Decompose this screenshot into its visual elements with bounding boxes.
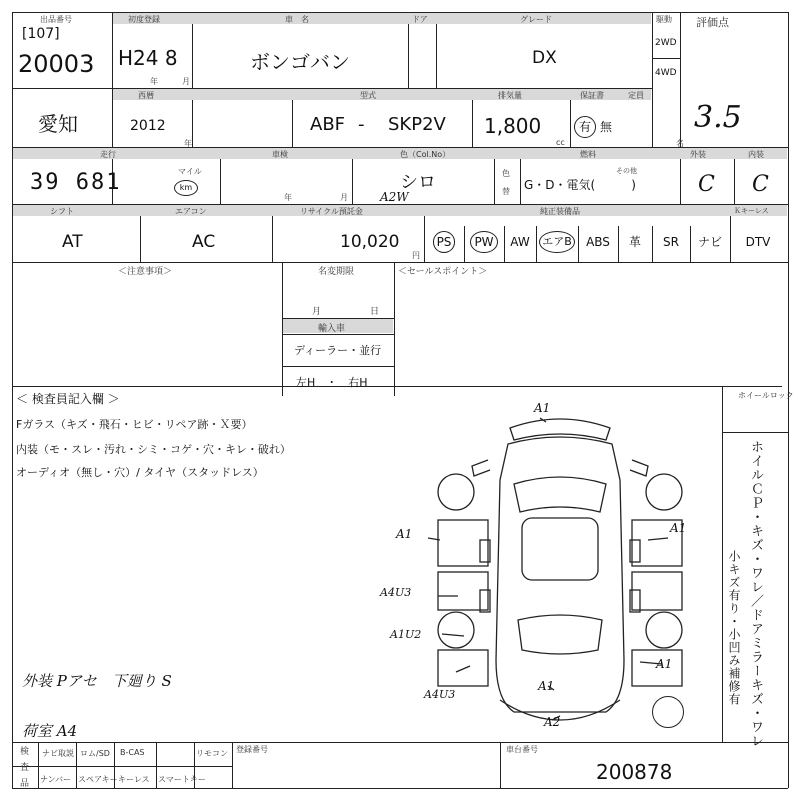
mileage-value: 39 681 — [30, 170, 122, 195]
recycle-fee: 10,020 — [340, 232, 400, 252]
drive-2wd: 2WD — [655, 38, 677, 48]
import-steering: 左H ・ 右H — [296, 376, 368, 389]
inspection-line-2: 内装（モ・スレ・汚れ・シミ・コゲ・穴・キレ・破れ） — [16, 443, 291, 456]
cat-c: 品 — [20, 779, 30, 789]
label-doors: ドア — [412, 15, 428, 24]
name-change-month: 月 — [312, 307, 322, 317]
inspection-line-3: オーディオ（無し・穴）/ タイヤ（スタッドレス） — [16, 466, 264, 479]
label-import: 輸入車 — [318, 324, 346, 334]
cat-a: 検 — [20, 747, 30, 757]
label-displacement: 排気量 — [498, 91, 522, 100]
handwritten-note-2: 荷室 A4 — [22, 722, 78, 740]
equip-airbag: エアB — [536, 230, 578, 254]
label-notes: ＜注意事項＞ — [118, 267, 173, 277]
label-recycle: リサイクル預託金 — [300, 207, 363, 216]
color-code: A2W — [380, 190, 409, 204]
equip-abs: ABS — [586, 235, 610, 249]
fuel-other: その他 — [616, 167, 637, 175]
lot-number: 20003 — [18, 50, 95, 78]
label-inspector: ＜ 検査員記入欄 ＞ — [16, 392, 120, 406]
aircon-value: AC — [192, 232, 216, 252]
label-mileage: 走行 — [100, 150, 116, 159]
color-value: シロ — [400, 172, 436, 193]
mark-right-front: A1 — [670, 521, 687, 535]
bottom-plate: ナンバー — [40, 775, 72, 784]
label-aircon: エアコン — [175, 207, 207, 216]
mark-front: A1 — [534, 401, 551, 415]
exterior-grade: C — [698, 172, 715, 197]
punch-hole — [652, 696, 684, 728]
label-drive: 駆動 — [656, 15, 672, 24]
label-car-name: 車 名 — [285, 15, 309, 24]
name-change-day: 日 — [370, 307, 380, 317]
bottom-rom-sd: ロム/SD — [80, 749, 110, 758]
car-diagram — [380, 400, 710, 740]
right-remarks-2: 小キズ有り・小凹み補修有 — [727, 550, 741, 706]
label-first-reg: 初度登録 — [128, 15, 160, 24]
mark-rear-bumper: A2 — [544, 715, 561, 729]
label-keyless: Ｋキーレス — [734, 207, 769, 215]
equip-aw: AW — [510, 235, 530, 249]
year-suffix-2: 年 — [184, 139, 192, 148]
model-prefix: ABF — [310, 114, 346, 135]
label-shift: シフト — [50, 207, 74, 216]
fuel-options: G・D・電気( ) — [524, 178, 636, 192]
shift-value: AT — [62, 232, 83, 252]
handwritten-note-1: 外装 Pアセ 下廻り S — [22, 672, 172, 690]
mark-right-rear: A1 — [656, 657, 673, 671]
chassis-number: 200878 — [596, 760, 673, 784]
model-code: SKP2V — [388, 114, 446, 135]
label-interior: 内装 — [748, 150, 764, 159]
month-suffix: 月 — [182, 77, 190, 86]
label-equipment: 純正装備品 — [540, 207, 580, 216]
lot-prefix: [107] — [22, 26, 60, 42]
yen-suffix: 円 — [412, 251, 420, 260]
label-reg-no: 登録番号 — [236, 745, 268, 754]
person-suffix: 名 — [676, 139, 684, 148]
equip-ps: PS — [428, 230, 460, 254]
inspection-line-1: Fガラス（キズ・飛石・ヒビ・リペア跡・Ｘ要） — [16, 418, 253, 431]
label-color: 色（Col.No） — [400, 150, 451, 159]
interior-grade: C — [752, 172, 769, 197]
label-model: 型式 — [360, 91, 376, 100]
label-inspection: 車検 — [272, 150, 288, 159]
bottom-keyless: キーレス — [118, 775, 150, 784]
label-exterior: 外装 — [690, 150, 706, 159]
bottom-bcas: B-CAS — [120, 748, 145, 757]
equip-pw: PW — [466, 230, 502, 254]
label-chassis-no: 車台番号 — [506, 745, 538, 754]
label-name-change: 名変期限 — [318, 267, 355, 277]
year-suffix: 年 — [150, 77, 158, 86]
label-capacity: 定員 — [628, 91, 644, 100]
color-change-b: 替 — [502, 187, 510, 196]
car-name: ボンゴバン — [250, 50, 350, 74]
warranty-yes: 有 — [574, 116, 596, 138]
bottom-smart-key: スマートキー — [158, 775, 206, 784]
model-year: 2012 — [130, 118, 166, 134]
mark-left-mid: A4U3 — [380, 586, 412, 599]
label-fuel: 燃料 — [580, 150, 596, 159]
bottom-spare-key: スペアキー — [78, 775, 118, 784]
score-value: 3.5 — [694, 100, 742, 135]
region: 愛知 — [38, 112, 78, 136]
equip-leather: 革 — [628, 235, 641, 249]
cat-b: 査 — [20, 763, 30, 773]
label-wheel-lock: ホイールロック — [738, 391, 794, 400]
equip-sr: SR — [663, 235, 679, 249]
equip-dtv: DTV — [745, 235, 771, 249]
right-remarks-1: ホイルＣＰ・キズ・ワレ／ドアミラーキズ・ワレ — [748, 440, 763, 748]
mark-left-bottom: A4U3 — [424, 688, 456, 701]
color-change-a: 色 — [502, 169, 510, 178]
label-model-year: 西暦 — [138, 91, 154, 100]
bottom-navi-manual: ナビ取説 — [42, 749, 74, 758]
label-warranty: 保証書 — [580, 91, 604, 100]
cc-suffix: cc — [556, 138, 565, 147]
import-dealer: ディーラー・並行 — [294, 344, 382, 357]
mark-left-front: A1 — [396, 527, 413, 541]
drive-4wd: 4WD — [655, 68, 677, 78]
km-unit: km — [174, 180, 198, 196]
label-venue-no: 出品番号 — [40, 15, 72, 24]
warranty-no: 無 — [600, 120, 613, 134]
model-dash: - — [358, 114, 365, 135]
displacement: 1,800 — [484, 114, 542, 138]
mark-left-rear: A1U2 — [390, 628, 422, 641]
label-score: 評価点 — [696, 16, 729, 29]
bottom-remote: リモコン — [196, 749, 228, 758]
label-sales-points: ＜セールスポイント＞ — [398, 267, 488, 277]
mark-rear: A1 — [538, 679, 555, 693]
label-grade: グレード — [520, 15, 552, 24]
equip-navi: ナビ — [697, 235, 722, 249]
grade: DX — [532, 48, 557, 68]
insp-year: 年 — [284, 193, 292, 202]
mile-unit: マイル — [178, 167, 202, 176]
insp-month: 月 — [340, 193, 348, 202]
first-registration: H24 8 — [118, 46, 178, 70]
